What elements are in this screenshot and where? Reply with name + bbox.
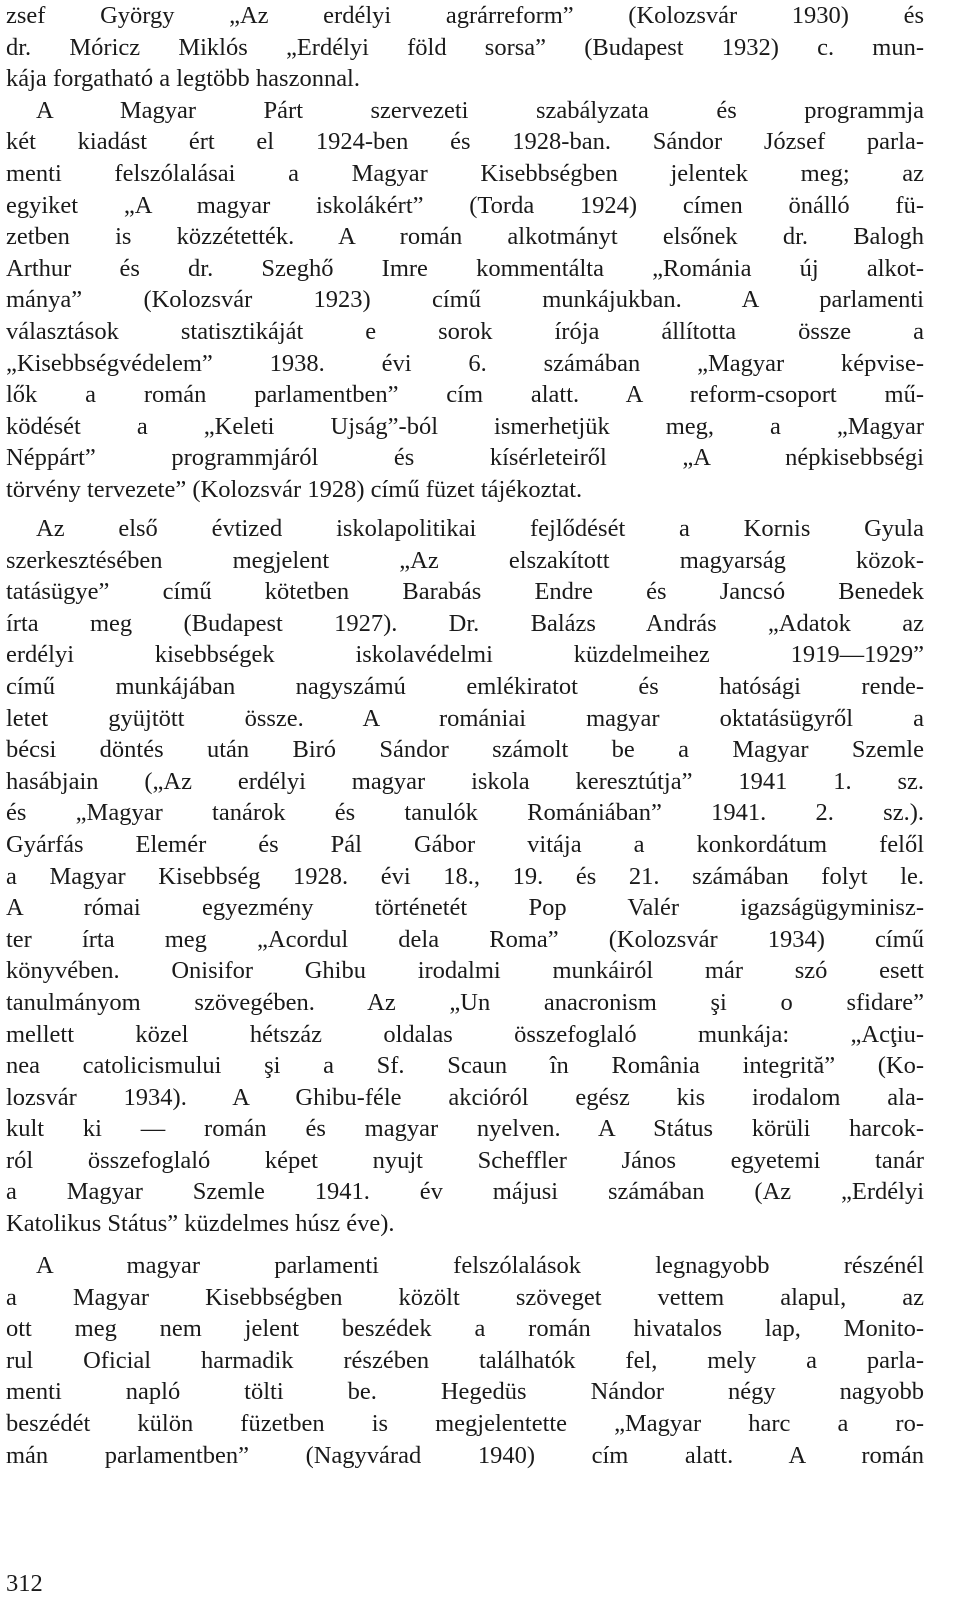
text-line: A Magyar Párt szervezeti szabályzata és programmja bbox=[36, 96, 924, 124]
text-line: mánya” (Kolozsvár 1923) című munkájukban. A parlamenti bbox=[6, 286, 924, 314]
text-line: erdélyi kisebbségek iskolavédelmi küzdelmeihez 1919—1929” bbox=[6, 641, 924, 669]
text-line: Arthur és dr. Szeghő Imre kommentálta „Románia új alkot- bbox=[6, 254, 924, 282]
text-line: rul Oficial harmadik részében találhatók fel, mely a parla- bbox=[6, 1346, 924, 1374]
text-line: és „Magyar tanárok és tanulók Romániában” 1941. 2. sz.). bbox=[6, 799, 924, 827]
text-line: törvény tervezete” (Kolozsvár 1928) című füzet tájékoztat. bbox=[6, 475, 583, 503]
text-line: kája forgatható a legtöbb haszonnal. bbox=[6, 65, 360, 93]
text-line: ter írta meg „Acordul dela Roma” (Kolozsvár 1934) című bbox=[6, 925, 924, 953]
text-line: „Kisebbségvédelem” 1938. évi 6. számában „Magyar képvise- bbox=[6, 349, 924, 377]
text-line: hasábjain („Az erdélyi magyar iskola keresztútja” 1941 1. sz. bbox=[6, 767, 924, 795]
text-line: választások statisztikáját e sorok írója állította össze a bbox=[6, 317, 924, 345]
text-line: mellett közel hétszáz oldalas összefoglaló munkája: „Acţiu- bbox=[6, 1020, 924, 1048]
text-line: könyvében. Onisifor Ghibu irodalmi munkáiról már szó esett bbox=[6, 957, 924, 985]
text-line: a Magyar Kisebbség 1928. évi 18., 19. és 21. számában folyt le. bbox=[6, 862, 924, 890]
text-line: tatásügye” című kötetben Barabás Endre és Jancsó Benedek bbox=[6, 578, 924, 606]
text-line: ról összefoglaló képet nyujt Scheffler János egyetemi tanár bbox=[6, 1146, 924, 1174]
text-line: kult ki — román és magyar nyelven. A Státus körüli harcok- bbox=[6, 1115, 924, 1143]
text-line: két kiadást ért el 1924-ben és 1928-ban. Sándor József parla- bbox=[6, 128, 924, 156]
text-line: mán parlamentben” (Nagyvárad 1940) cím alatt. A román bbox=[6, 1441, 924, 1469]
text-line: tanulmányom szövegében. Az „Un anacronism şi o sfidare” bbox=[6, 988, 924, 1016]
text-line: menti felszólalásai a Magyar Kisebbségben jelentek meg; az bbox=[6, 159, 924, 187]
page-number: 312 bbox=[6, 1570, 43, 1597]
text-line: ott meg nem jelent beszédek a román hivatalos lap, Monito- bbox=[6, 1315, 924, 1343]
text-line: Katolikus Státus” küzdelmes húsz éve). bbox=[6, 1210, 395, 1238]
text-line: zetben is közzétették. A román alkotmányt elsőnek dr. Balogh bbox=[6, 223, 924, 251]
text-line: írta meg (Budapest 1927). Dr. Balázs András „Adatok az bbox=[6, 609, 924, 637]
text-line: nea catolicismului şi a Sf. Scaun în România integrită” (Ko- bbox=[6, 1052, 924, 1080]
text-line: A római egyezmény történetét Pop Valér igazságügyminisz- bbox=[6, 894, 924, 922]
text-line: bécsi döntés után Biró Sándor számolt be a Magyar Szemle bbox=[6, 736, 924, 764]
text-line: a Magyar Kisebbségben közölt szöveget vettem alapul, az bbox=[6, 1283, 924, 1311]
text-line: A magyar parlamenti felszólalások legnagyobb részénél bbox=[36, 1252, 924, 1279]
paragraph-parliament-speeches bbox=[6, 1250, 924, 1471]
text-line: egyiket „A magyar iskolákért” (Torda 1924) címen önálló fü- bbox=[6, 191, 924, 219]
text-line: beszédét külön füzetben is megjelentette „Magyar harc a ro- bbox=[6, 1409, 924, 1437]
text-line: lők a román parlamentben” cím alatt. A reform-csoport mű- bbox=[6, 381, 924, 409]
text-line: Az első évtized iskolapolitikai fejlődését a Kornis Gyula bbox=[36, 515, 924, 542]
text-line: Gyárfás Elemér és Pál Gábor vitája a konkordátum felől bbox=[6, 830, 924, 858]
text-line: menti napló tölti be. Hegedüs Nándor négy nagyobb bbox=[6, 1378, 924, 1406]
text-line: szerkesztésében megjelent „Az elszakított magyarság közok- bbox=[6, 546, 924, 574]
text-line: dr. Móricz Miklós „Erdélyi föld sorsa” (Budapest 1932) c. mun- bbox=[6, 33, 924, 61]
paragraph-bibliography-2 bbox=[6, 513, 924, 1240]
text-line: című munkájában nagyszámú emlékiratot és hatósági rende- bbox=[6, 672, 924, 700]
paragraph-bibliography-1 bbox=[6, 0, 924, 506]
text-line: a Magyar Szemle 1941. év májusi számában (Az „Erdélyi bbox=[6, 1178, 924, 1206]
text-line: Néppárt” programmjáról és kísérleteiről „A népkisebbségi bbox=[6, 444, 924, 472]
text-line: lozsvár 1934). A Ghibu-féle akcióról egész kis irodalom ala- bbox=[6, 1083, 924, 1111]
text-line: ködését a „Keleti Ujság”-ból ismerhetjük meg, a „Magyar bbox=[6, 412, 924, 440]
text-line: zsef György „Az erdélyi agrárreform” (Kolozsvár 1930) és bbox=[6, 2, 924, 29]
text-line: letet gyüjtött össze. A romániai magyar oktatásügyről a bbox=[6, 704, 924, 732]
